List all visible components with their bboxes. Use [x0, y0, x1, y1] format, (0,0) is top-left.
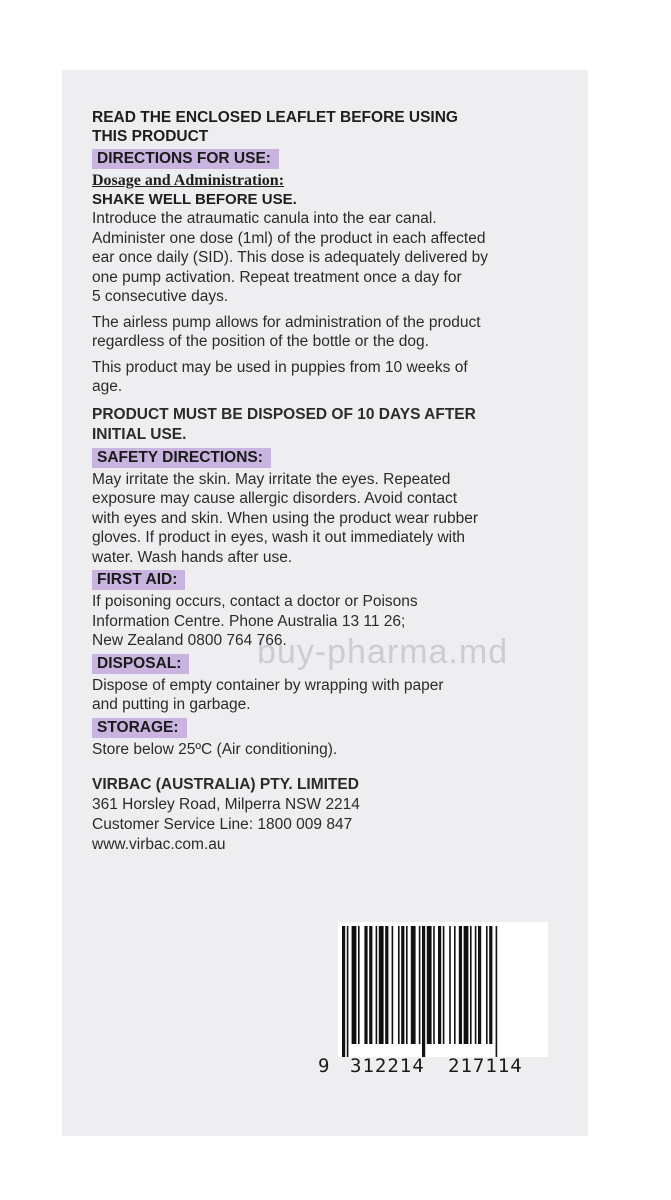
shake-notice: SHAKE WELL BEFORE USE.	[92, 191, 297, 208]
barcode-bar	[376, 926, 378, 1044]
barcode-bar	[489, 926, 492, 1044]
storage-heading: STORAGE:	[92, 718, 187, 738]
barcode-bars	[338, 922, 548, 1057]
barcode-bar	[486, 926, 488, 1044]
storage-text: Store below 25ºC (Air conditioning).	[92, 740, 338, 758]
pump-paragraph: The airless pump allows for administration of the product regardless of the position of the bottle or the dog.	[92, 313, 481, 350]
puppies-paragraph: This product may be used in puppies from 10 weeks of age.	[92, 358, 468, 395]
barcode-bar	[419, 926, 421, 1044]
barcode-bar	[478, 926, 481, 1044]
barcode	[338, 922, 548, 1057]
barcode-digits-left: 312214	[350, 1055, 425, 1077]
barcode-bar	[427, 926, 432, 1044]
safety-heading: SAFETY DIRECTIONS:	[92, 448, 271, 468]
barcode-bar	[398, 926, 400, 1044]
barcode-bar	[449, 926, 451, 1044]
barcode-bar	[470, 926, 472, 1044]
barcode-bar	[422, 926, 425, 1057]
customer-service: Customer Service Line: 1800 009 847	[92, 816, 353, 833]
barcode-bar	[464, 926, 469, 1044]
dispose-notice: PRODUCT MUST BE DISPOSED OF 10 DAYS AFTER INITIAL USE.	[92, 405, 476, 443]
label-panel	[62, 70, 588, 1136]
barcode-bar	[438, 926, 441, 1044]
barcode-bar	[401, 926, 404, 1044]
barcode-bar	[411, 926, 416, 1044]
barcode-bar	[347, 926, 349, 1057]
disposal-heading: DISPOSAL:	[92, 654, 189, 674]
company-address: 361 Horsley Road, Milperra NSW 2214	[92, 796, 360, 813]
barcode-bar	[352, 926, 357, 1044]
label-content	[92, 108, 562, 855]
dosage-subheading: Dosage and Administration:	[92, 172, 285, 189]
barcode-bar	[459, 926, 462, 1044]
barcode-digit-lead: 9	[318, 1055, 330, 1077]
barcode-bar	[496, 926, 498, 1057]
first-aid-paragraph: If poisoning occurs, contact a doctor or Poisons Information Centre. Phone Australia 13 11 26; New Zealand 0800 764 766.	[92, 593, 418, 649]
barcode-bar	[475, 926, 477, 1044]
barcode-bar	[392, 926, 394, 1044]
disposal-paragraph: Dispose of empty container by wrapping with paper and putting in garbage.	[92, 676, 444, 713]
barcode-bar	[379, 926, 384, 1044]
safety-paragraph: May irritate the skin. May irritate the eyes. Repeated exposure may cause allergic disorders. Avoid contact with eyes and skin. When using the product wear rubber gloves. If product in eyes, wash it out immediately with water. Wash hands after use.	[92, 470, 478, 566]
barcode-bar	[358, 926, 360, 1044]
directions-heading: DIRECTIONS FOR USE:	[92, 149, 279, 169]
barcode-digits-right: 217114	[448, 1055, 523, 1077]
first-aid-heading: FIRST AID:	[92, 570, 185, 590]
barcode-bar	[369, 926, 372, 1044]
barcode-bar	[443, 926, 445, 1044]
barcode-bar	[385, 926, 388, 1044]
dosage-paragraph: Introduce the atraumatic canula into the ear canal. Administer one dose (1ml) of the product in each affected ear once daily (SID). This dose is adequately delivered by one pump activation. Repeat treatment once a day for 5 consecutive days.	[92, 210, 489, 305]
watermark: buy-pharma.md	[257, 633, 509, 671]
leaflet-notice: READ THE ENCLOSED LEAFLET BEFORE USING THIS PRODUCT	[92, 109, 458, 145]
barcode-bar	[342, 926, 345, 1057]
barcode-bar	[433, 926, 435, 1044]
barcode-bar	[454, 926, 456, 1044]
barcode-bar	[406, 926, 408, 1044]
company-website: www.virbac.com.au	[92, 836, 226, 853]
company-name: VIRBAC (AUSTRALIA) PTY. LIMITED	[92, 776, 359, 793]
barcode-bar	[364, 926, 367, 1044]
